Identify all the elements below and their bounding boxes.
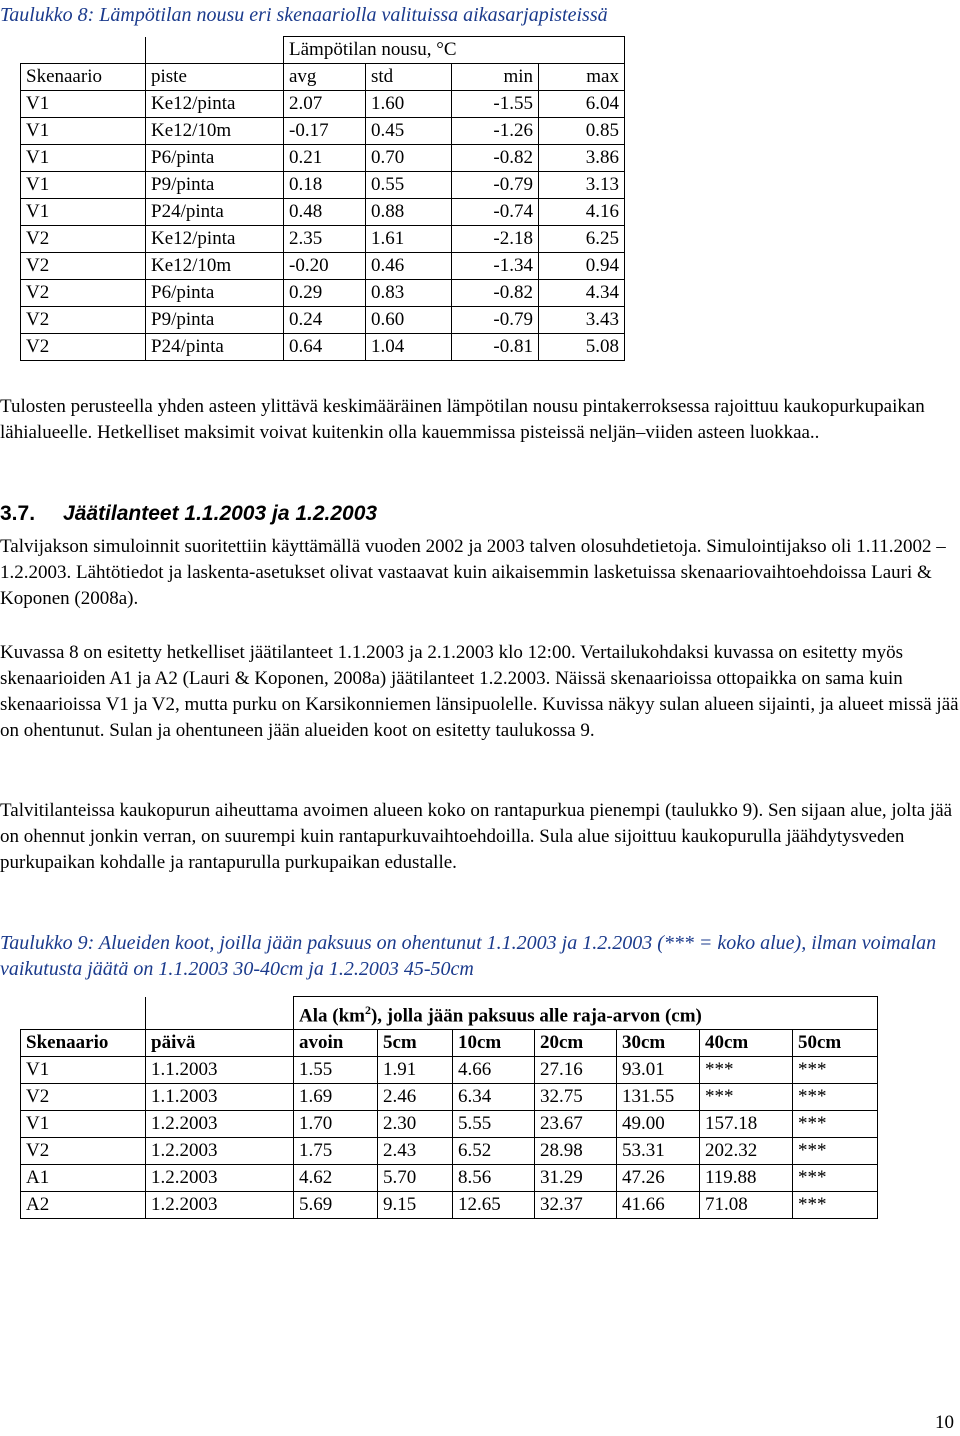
table8-row [21, 145, 625, 172]
table9-row-cell: 6.52 [453, 1138, 535, 1165]
table9-col-header: 10cm [453, 1030, 535, 1057]
table8-col-header: std [366, 64, 452, 91]
table9-row-cell: V2 [21, 1138, 146, 1165]
table9-row-cell: 27.16 [535, 1057, 617, 1084]
table9-row-cell: 1.75 [294, 1138, 378, 1165]
table8-row-cell: P9/pinta [146, 172, 284, 199]
table8-row-cell: 0.24 [284, 307, 366, 334]
paragraph-winter-comparison: Talvitilanteissa kaukopurun aiheuttama avoimen alueen koko on rantapurkua pienempi (taulukko 9). Sen sijaan alue, jolta jää on ohennut jonkin verran, on suurempi kuin rantapurkuvaihtoehdoilla. Sula alue sijoittuu kaukopurulla jäähdytysveden purkupaikan kohdalle ja rantapurulla purkupaikan edustalle. [0, 800, 953, 873]
table8-row-cell: Ke12/pinta [146, 226, 284, 253]
table9-row-cell: 157.18 [700, 1111, 793, 1138]
table8-header-row [21, 64, 625, 91]
table8-row-cell: 0.29 [284, 280, 366, 307]
table9-col-header: 20cm [535, 1030, 617, 1057]
table8-row-cell: P24/pinta [146, 334, 284, 361]
table9-row-cell: 31.29 [535, 1165, 617, 1192]
table9-row-cell: 1.91 [378, 1057, 453, 1084]
table8-row [21, 253, 625, 280]
table9-row-cell: 1.70 [294, 1111, 378, 1138]
table8-row-cell: 6.04 [539, 91, 625, 118]
table9-row-cell: V1 [21, 1057, 146, 1084]
section-heading [0, 500, 377, 528]
table8-row-cell: V1 [21, 145, 146, 172]
table8 [20, 36, 625, 361]
table8-row-cell: 3.13 [539, 172, 625, 199]
table9-row-cell: 9.15 [378, 1192, 453, 1219]
table9-row-cell: *** [793, 1111, 878, 1138]
table9-row-cell: *** [700, 1084, 793, 1111]
table8-row-cell: 0.48 [284, 199, 366, 226]
table9-row-cell: *** [793, 1084, 878, 1111]
table8-row-cell: 0.83 [366, 280, 452, 307]
table9-row-cell: 1.1.2003 [146, 1084, 294, 1111]
table8-row [21, 334, 625, 361]
table9-row-cell: 1.2.2003 [146, 1192, 294, 1219]
table9-row-cell: 2.30 [378, 1111, 453, 1138]
table9-row-cell: 4.62 [294, 1165, 378, 1192]
table8-row-cell: 2.07 [284, 91, 366, 118]
table8-row-cell: 0.46 [366, 253, 452, 280]
table8-row-cell: V1 [21, 118, 146, 145]
table8-row-cell: Ke12/pinta [146, 91, 284, 118]
table8-row-cell: -2.18 [452, 226, 539, 253]
table8-row-cell: -0.74 [452, 199, 539, 226]
table9-row-cell: 49.00 [617, 1111, 700, 1138]
table8-row-cell: V1 [21, 91, 146, 118]
table8-row-cell: V2 [21, 253, 146, 280]
table9-col-header: päivä [146, 1030, 294, 1057]
table9-col-header: 40cm [700, 1030, 793, 1057]
table9-row-cell: 1.1.2003 [146, 1057, 294, 1084]
table8-row-cell: 0.94 [539, 253, 625, 280]
table9-row-cell: 41.66 [617, 1192, 700, 1219]
table9-row-cell: *** [700, 1057, 793, 1084]
paragraph-ice-situations: Kuvassa 8 on esitetty hetkelliset jäätilanteet 1.1.2003 ja 2.1.2003 klo 12:00. Vertailukohdaksi kuvassa on esitetty myös skenaarioiden A1 ja A2 (Lauri & Koponen, 2008a) jäätilanteet 1.2.2003. Näissä skenaarioissa ottopaikka on sama kuin skenaarioissa V1 ja V2, mutta purku on Karsikonniemen länsipuolelle. Kuvissa näkyy sulan alueen sijainti, ja alueet missä jää on ohentunut. Sulan ja ohentuneen jään alueiden koot on esitetty taulukossa 9. [0, 642, 959, 741]
paragraph-temperature-results: Tulosten perusteella yhden asteen ylittävä keskimääräinen lämpötilan nousu pintakerroksessa rajoittuu kaukopurkupaikan lähialueelle. Hetkelliset maksimit voivat kuitenkin olla kauemmissa pisteissä neljän–viiden asteen luokkaa.. [0, 396, 925, 443]
table8-group-header: Lämpötilan nousu, °C [284, 37, 625, 64]
table8-row-cell: 1.04 [366, 334, 452, 361]
table8-row-cell: 0.88 [366, 199, 452, 226]
table8-row-cell: P9/pinta [146, 307, 284, 334]
table8-col-header: min [452, 64, 539, 91]
table9-row [21, 1165, 878, 1192]
table9-row-cell: V1 [21, 1111, 146, 1138]
table9-row-cell: 5.70 [378, 1165, 453, 1192]
table9-row [21, 1111, 878, 1138]
table8-row-cell: Ke12/10m [146, 253, 284, 280]
table9-row-cell: 1.2.2003 [146, 1138, 294, 1165]
table8-col-header: avg [284, 64, 366, 91]
table8-row-cell: 0.21 [284, 145, 366, 172]
table9-row-cell: 53.31 [617, 1138, 700, 1165]
table9-row [21, 1192, 878, 1219]
table8-row-cell: 4.34 [539, 280, 625, 307]
table9-col-header: 50cm [793, 1030, 878, 1057]
table8-col-header: max [539, 64, 625, 91]
table8-row-cell: V1 [21, 172, 146, 199]
table8-row [21, 226, 625, 253]
table9-row-cell: V2 [21, 1084, 146, 1111]
table9-row-cell: *** [793, 1192, 878, 1219]
table9 [20, 996, 878, 1219]
table8-row-cell: 3.86 [539, 145, 625, 172]
table9-row-cell: *** [793, 1138, 878, 1165]
table9-row-cell: 2.43 [378, 1138, 453, 1165]
table8-row-cell: -0.82 [452, 145, 539, 172]
table9-row-cell: 5.69 [294, 1192, 378, 1219]
table8-row-cell: -0.20 [284, 253, 366, 280]
section-title: Jäätilanteet 1.1.2003 ja 1.2.2003 [63, 502, 378, 525]
table8-row-cell: P24/pinta [146, 199, 284, 226]
table8-row-cell: V1 [21, 199, 146, 226]
table9-row-cell: 1.55 [294, 1057, 378, 1084]
table8-row-cell: -0.82 [452, 280, 539, 307]
table8-col-header: piste [146, 64, 284, 91]
table9-row-cell: 32.37 [535, 1192, 617, 1219]
table8-row-cell: -0.79 [452, 172, 539, 199]
table9-row-cell: A2 [21, 1192, 146, 1219]
table9-col-header: 30cm [617, 1030, 700, 1057]
table9-row-cell: 93.01 [617, 1057, 700, 1084]
table9-row [21, 1084, 878, 1111]
section-number: 3.7. [0, 502, 36, 525]
table8-row-cell: P6/pinta [146, 280, 284, 307]
paragraph-simulation-setup: Talvijakson simuloinnit suoritettiin käyttämällä vuoden 2002 ja 2003 talven olosuhdetietoja. Simulointijakso oli 1.11.2002 – 1.2.2003. Lähtötiedot ja laskenta-asetukset olivat vastaavat kuin aikaisemmin lasketuissa skenaariovaihtoehdoissa Lauri & Koponen (2008a). [0, 536, 946, 609]
table8-row-cell: 6.25 [539, 226, 625, 253]
table8-row-cell: 0.60 [366, 307, 452, 334]
table9-row-cell: 28.98 [535, 1138, 617, 1165]
table9-row-cell: 23.67 [535, 1111, 617, 1138]
table8-row-cell: 5.08 [539, 334, 625, 361]
table8-row-cell: V2 [21, 280, 146, 307]
table8-row-cell: V2 [21, 226, 146, 253]
table8-row-cell: -1.26 [452, 118, 539, 145]
table9-row [21, 1057, 878, 1084]
table9-row [21, 1138, 878, 1165]
table9-row-cell: 5.55 [453, 1111, 535, 1138]
page-number: 10 [935, 1412, 954, 1433]
table8-empty-cell [21, 37, 146, 64]
table8-row-cell: 0.85 [539, 118, 625, 145]
table9-row-cell: 4.66 [453, 1057, 535, 1084]
table8-row [21, 199, 625, 226]
table9-row-cell: 131.55 [617, 1084, 700, 1111]
table8-row-cell: 4.16 [539, 199, 625, 226]
table8-row [21, 307, 625, 334]
table8-col-header: Skenaario [21, 64, 146, 91]
table8-row-cell: 2.35 [284, 226, 366, 253]
table8-row-cell: Ke12/10m [146, 118, 284, 145]
table8-row [21, 118, 625, 145]
table9-col-header: Skenaario [21, 1030, 146, 1057]
table8-row-cell: V2 [21, 334, 146, 361]
table8-row-cell: V2 [21, 307, 146, 334]
table8-row-cell: -0.79 [452, 307, 539, 334]
table8-row [21, 91, 625, 118]
table8-row-cell: 0.55 [366, 172, 452, 199]
table9-row-cell: 6.34 [453, 1084, 535, 1111]
table8-row-cell: 1.60 [366, 91, 452, 118]
table9-empty-cell [146, 997, 294, 1030]
table9-group-header [294, 997, 878, 1030]
table9-row-cell: 1.2.2003 [146, 1111, 294, 1138]
table9-row-cell: 12.65 [453, 1192, 535, 1219]
table9-empty-cell [21, 997, 146, 1030]
table8-row-cell: 0.64 [284, 334, 366, 361]
table8-row-cell: 3.43 [539, 307, 625, 334]
table9-group-header-sup: 2 [364, 1003, 371, 1017]
table9-row-cell: 8.56 [453, 1165, 535, 1192]
table9-row-cell: 32.75 [535, 1084, 617, 1111]
table8-row-cell: -0.81 [452, 334, 539, 361]
table9-col-header: avoin [294, 1030, 378, 1057]
table9-row-cell: 119.88 [700, 1165, 793, 1192]
table8-row-cell: P6/pinta [146, 145, 284, 172]
table8-empty-cell [146, 37, 284, 64]
table9-group-header-post: ), jolla jään paksuus alle raja-arvon (cm) [370, 1005, 702, 1027]
table9-row-cell: *** [793, 1057, 878, 1084]
table9-row-cell: *** [793, 1165, 878, 1192]
table9-group-header-pre: Ala (km [299, 1005, 365, 1027]
table9-group-header-row [21, 997, 878, 1030]
table8-row [21, 172, 625, 199]
table9-row-cell: A1 [21, 1165, 146, 1192]
table9-col-header: 5cm [378, 1030, 453, 1057]
table9-row-cell: 1.69 [294, 1084, 378, 1111]
table8-row-cell: 0.18 [284, 172, 366, 199]
table9-row-cell: 2.46 [378, 1084, 453, 1111]
table9-row-cell: 1.2.2003 [146, 1165, 294, 1192]
table9-row-cell: 202.32 [700, 1138, 793, 1165]
table8-row-cell: -1.34 [452, 253, 539, 280]
table8-caption: Taulukko 8: Lämpötilan nousu eri skenaariolla valituissa aikasarjapisteissä [0, 4, 608, 26]
table8-row-cell: -1.55 [452, 91, 539, 118]
table9-row-cell: 71.08 [700, 1192, 793, 1219]
table8-row-cell: 1.61 [366, 226, 452, 253]
table8-row-cell: 0.70 [366, 145, 452, 172]
table9-row-cell: 47.26 [617, 1165, 700, 1192]
table8-row [21, 280, 625, 307]
table9-header-row [21, 1030, 878, 1057]
table8-row-cell: -0.17 [284, 118, 366, 145]
table8-group-header-row [21, 37, 625, 64]
table8-row-cell: 0.45 [366, 118, 452, 145]
table9-caption: Taulukko 9: Alueiden koot, joilla jään paksuus on ohentunut 1.1.2003 ja 1.2.2003 (*** = koko alue), ilman voimalan vaikutusta jäätä on 1.1.2003 30-40cm ja 1.2.2003 45-50cm [0, 932, 937, 980]
